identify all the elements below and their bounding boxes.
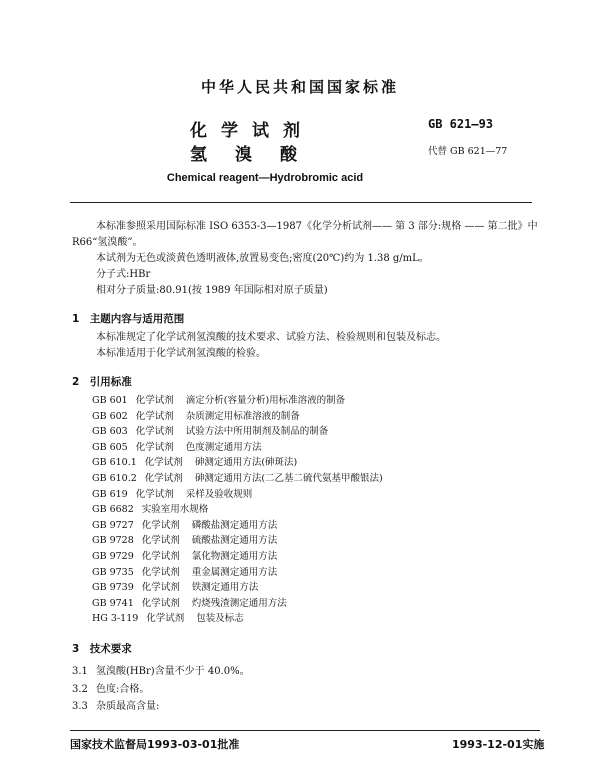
- list-item: [92, 393, 383, 409]
- ref-title: 滴定分析(容量分析)用标准溶液的制备: [185, 395, 346, 406]
- ref-series: 化学试剂: [135, 410, 174, 422]
- ref-series: 化学试剂: [144, 457, 183, 469]
- ref-code: GB 603: [92, 426, 128, 438]
- ref-series: 化学试剂: [146, 613, 185, 625]
- title-chinese-line2: 氢溴酸: [190, 145, 325, 165]
- ref-code: GB 610.2: [92, 472, 137, 484]
- ref-code: GB 610.1: [92, 457, 137, 469]
- ref-series: 化学试剂: [135, 488, 174, 500]
- ref-title: 杂质测定用标准溶液的制备: [185, 410, 300, 422]
- list-item: [92, 471, 383, 487]
- standard-name: 中华人民共和国国家标准: [200, 78, 399, 96]
- ref-code: GB 619: [92, 488, 128, 500]
- ref-code: GB 9729: [92, 550, 134, 562]
- requirement-item: [72, 680, 149, 695]
- ref-series: 化学试剂: [141, 519, 180, 531]
- intro-line-1: 本标准参照采用国际标准 ISO 6353-3—1987《化学分析试剂—— 第 3 部分:规格 —— 第二批》中: [96, 221, 538, 232]
- list-item: [92, 455, 383, 471]
- footer-divider: [70, 730, 540, 731]
- header-divider: [70, 202, 532, 203]
- list-item: [92, 440, 383, 456]
- ref-title: 硫酸盐测定通用方法: [191, 535, 278, 547]
- replaces-note: 代替 GB 621—77: [428, 146, 508, 157]
- list-item: [92, 565, 383, 581]
- ref-series: 化学试剂: [141, 566, 180, 578]
- ref-title: 包装及标志: [196, 613, 244, 625]
- ref-title: 磷酸盐测定通用方法: [191, 519, 278, 531]
- ref-title: 氯化物测定通用方法: [191, 550, 278, 562]
- requirement-text: 杂质最高含量:: [96, 701, 160, 712]
- intro-line-4: 分子式:HBr: [96, 269, 151, 280]
- section-1-line-2: 本标准适用于化学试剂氢溴酸的检验。: [96, 348, 266, 359]
- ref-title: 实验室用水规格: [141, 504, 209, 516]
- ref-title: 采样及验收规则: [185, 488, 253, 500]
- ref-code: GB 9728: [92, 535, 134, 547]
- effective-date: 1993-12-01实施: [452, 738, 545, 751]
- ref-title: 重金属测定通用方法: [191, 566, 278, 578]
- ref-series: 化学试剂: [141, 597, 180, 609]
- ref-code: GB 605: [92, 441, 128, 453]
- requirement-number: 3.3: [72, 701, 88, 712]
- ref-code: GB 9739: [92, 582, 134, 594]
- section-3-heading: 3 技术要求: [72, 643, 132, 655]
- list-item: [92, 487, 383, 503]
- requirement-number: 3.1: [72, 666, 88, 677]
- list-item: [92, 424, 383, 440]
- list-item: [92, 580, 383, 596]
- list-item: [92, 518, 383, 534]
- ref-code: GB 9735: [92, 566, 134, 578]
- standard-code: GB 621—93: [428, 117, 494, 131]
- reference-list: [92, 393, 383, 627]
- section-1-heading: 1 主题内容与适用范围: [72, 313, 185, 325]
- ref-code: GB 6682: [92, 504, 134, 516]
- ref-series: 化学试剂: [141, 535, 180, 547]
- list-item: [92, 596, 383, 612]
- requirement-item: [72, 697, 159, 712]
- intro-line-3: 本试剂为无色或淡黄色透明液体,放置易变色;密度(20℃)约为 1.38 g/mL。: [96, 253, 429, 264]
- section-2-heading: 2 引用标准: [72, 376, 132, 388]
- list-item: [92, 533, 383, 549]
- ref-title: 色度测定通用方法: [185, 441, 262, 453]
- section-1-line-1: 本标准规定了化学试剂氢溴酸的技术要求、试验方法、检验规则和包装及标志。: [96, 332, 446, 343]
- ref-title: 灼烧残渣测定通用方法: [191, 597, 287, 609]
- title-chinese-line1: 化学试剂: [190, 121, 314, 141]
- requirement-number: 3.2: [72, 684, 88, 695]
- requirement-text: 氢溴酸(HBr)含量不少于 40.0%。: [96, 666, 250, 677]
- ref-series: 化学试剂: [144, 472, 183, 484]
- ref-title: 砷测定通用方法(砷斑法): [194, 457, 298, 469]
- ref-series: 化学试剂: [135, 426, 174, 438]
- ref-code: GB 9741: [92, 597, 134, 609]
- ref-title: 铁测定通用方法: [191, 582, 259, 594]
- list-item: [92, 611, 383, 627]
- list-item: [92, 409, 383, 425]
- approval-note: 国家技术监督局1993-03-01批准: [70, 738, 240, 751]
- requirement-text: 色度:合格。: [96, 684, 150, 695]
- ref-title: 试验方法中所用制剂及制品的制备: [185, 426, 329, 438]
- ref-code: HG 3-119: [92, 613, 139, 625]
- ref-series: 化学试剂: [141, 582, 180, 594]
- intro-line-5: 相对分子质量:80.91(按 1989 年国际相对原子质量): [96, 285, 328, 296]
- ref-series: 化学试剂: [135, 441, 174, 453]
- ref-code: GB 9727: [92, 519, 134, 531]
- ref-code: GB 601: [92, 395, 128, 406]
- ref-series: 化学试剂: [141, 550, 180, 562]
- list-item: [92, 549, 383, 565]
- ref-code: GB 602: [92, 410, 128, 422]
- list-item: [92, 502, 383, 518]
- ref-series: 化学试剂: [135, 395, 174, 406]
- intro-line-2: R66“氢溴酸”。: [72, 237, 143, 248]
- title-english: Chemical reagent—Hydrobromic acid: [166, 172, 364, 184]
- ref-title: 砷测定通用方法(二乙基二硫代氨基甲酸银法): [194, 472, 383, 484]
- requirement-item: [72, 662, 250, 677]
